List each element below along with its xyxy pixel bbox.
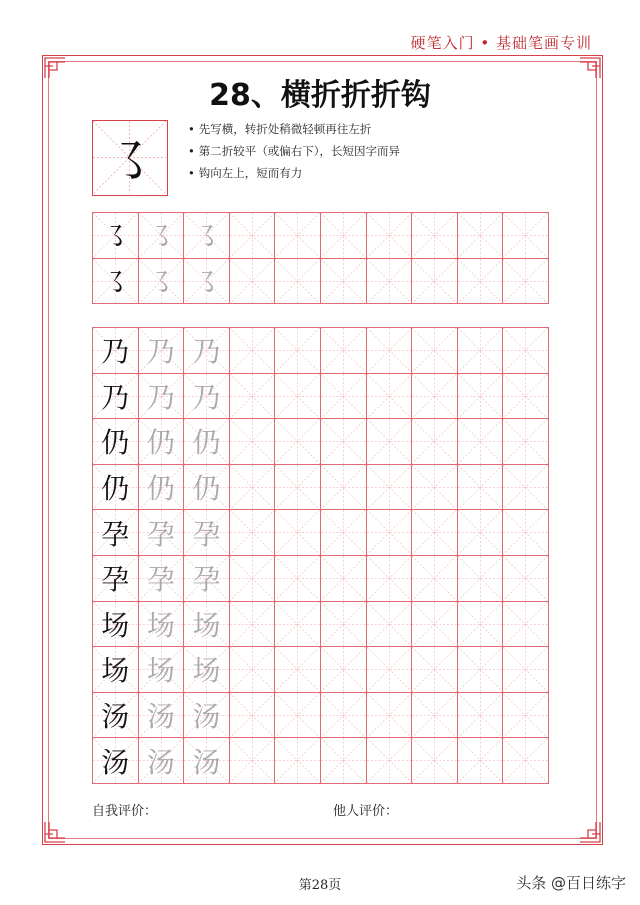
practice-cell [230, 419, 276, 465]
trace-character: 汤 [146, 700, 175, 734]
practice-cell [367, 465, 413, 511]
trace-character: 仍 [192, 426, 221, 460]
practice-cell [184, 556, 230, 602]
practice-cell [412, 693, 458, 739]
practice-cell [412, 556, 458, 602]
stroke-practice-grid [92, 212, 549, 304]
model-character: ㇌ [101, 220, 130, 254]
practice-cell [184, 259, 230, 305]
practice-cell [139, 647, 185, 693]
practice-cell [412, 602, 458, 648]
practice-cell [458, 693, 504, 739]
practice-cell [275, 510, 321, 556]
practice-cell [412, 213, 458, 259]
practice-cell [93, 259, 139, 305]
practice-cell [93, 465, 139, 511]
trace-character: ㇌ [192, 265, 221, 299]
practice-cell [321, 328, 367, 374]
trace-character: 乃 [192, 380, 221, 414]
practice-cell [184, 693, 230, 739]
practice-cell [503, 419, 549, 465]
practice-cell [321, 647, 367, 693]
practice-cell [412, 419, 458, 465]
practice-cell [412, 328, 458, 374]
practice-cell [367, 328, 413, 374]
practice-cell [367, 374, 413, 420]
practice-cell [184, 738, 230, 784]
practice-cell [503, 374, 549, 420]
practice-cell [458, 602, 504, 648]
practice-cell [139, 328, 185, 374]
trace-character: ㇌ [146, 220, 175, 254]
practice-cell [275, 693, 321, 739]
practice-cell [275, 419, 321, 465]
practice-cell [503, 556, 549, 602]
practice-cell [458, 647, 504, 693]
practice-cell [93, 510, 139, 556]
tip-item: • 第二折较平（或偏右下），长短因字而异 [188, 140, 400, 162]
practice-cell [230, 602, 276, 648]
trace-character: 仍 [146, 426, 175, 460]
corner-ornament-bottom-left [44, 821, 66, 843]
practice-cell [503, 602, 549, 648]
practice-cell [503, 328, 549, 374]
header-title: 硬笔入门 • 基础笔画专训 [410, 34, 592, 52]
trace-character: 仍 [146, 472, 175, 506]
trace-character: 乃 [146, 380, 175, 414]
practice-cell [412, 738, 458, 784]
practice-cell [503, 693, 549, 739]
practice-cell [367, 647, 413, 693]
practice-cell [412, 510, 458, 556]
page-number: 第28页 [298, 878, 342, 893]
self-evaluation-label: 自我评价： [92, 804, 158, 819]
trace-character: 乃 [146, 335, 175, 369]
practice-cell [93, 647, 139, 693]
tips-list [188, 118, 400, 184]
practice-cell [139, 693, 185, 739]
practice-cell [412, 647, 458, 693]
practice-cell [321, 213, 367, 259]
model-character: 仍 [101, 472, 130, 506]
practice-cell [412, 259, 458, 305]
practice-cell [458, 259, 504, 305]
model-character: 汤 [101, 745, 130, 779]
practice-cell [139, 213, 185, 259]
practice-cell [458, 213, 504, 259]
practice-cell [139, 602, 185, 648]
trace-character: ㇌ [146, 265, 175, 299]
trace-character: 场 [146, 608, 175, 642]
practice-cell [367, 510, 413, 556]
other-evaluation-label: 他人评价： [333, 804, 399, 819]
practice-cell [93, 328, 139, 374]
practice-cell [184, 328, 230, 374]
practice-cell [458, 738, 504, 784]
practice-cell [458, 510, 504, 556]
practice-cell [230, 465, 276, 511]
model-character: ㇌ [101, 265, 130, 299]
practice-cell [230, 259, 276, 305]
practice-cell [503, 213, 549, 259]
practice-cell [230, 556, 276, 602]
practice-cell [275, 556, 321, 602]
trace-character: 汤 [192, 700, 221, 734]
practice-cell [93, 556, 139, 602]
practice-cell [184, 647, 230, 693]
practice-cell [367, 602, 413, 648]
trace-character: ㇌ [192, 220, 221, 254]
practice-cell [367, 556, 413, 602]
practice-cell [230, 213, 276, 259]
trace-character: 仍 [192, 472, 221, 506]
practice-cell [367, 419, 413, 465]
trace-character: 乃 [192, 335, 221, 369]
trace-character: 孕 [146, 517, 175, 551]
practice-cell [230, 647, 276, 693]
trace-character: 场 [192, 608, 221, 642]
model-character: 乃 [101, 380, 130, 414]
practice-cell [321, 374, 367, 420]
practice-cell [503, 738, 549, 784]
practice-cell [458, 556, 504, 602]
trace-character: 汤 [192, 745, 221, 779]
practice-cell [367, 213, 413, 259]
practice-cell [321, 419, 367, 465]
practice-cell [184, 510, 230, 556]
practice-cell [275, 328, 321, 374]
model-character: 乃 [101, 335, 130, 369]
practice-cell [275, 738, 321, 784]
model-character: 场 [101, 654, 130, 688]
practice-cell [275, 647, 321, 693]
practice-cell [139, 738, 185, 784]
practice-cell [230, 328, 276, 374]
practice-cell [184, 465, 230, 511]
watermark: 头条 @百日练字 [516, 874, 626, 892]
practice-cell [230, 510, 276, 556]
practice-cell [93, 374, 139, 420]
practice-cell [321, 602, 367, 648]
practice-cell [275, 259, 321, 305]
practice-cell [184, 374, 230, 420]
practice-cell [139, 419, 185, 465]
practice-cell [503, 465, 549, 511]
practice-cell [93, 213, 139, 259]
practice-cell [458, 374, 504, 420]
practice-cell [412, 465, 458, 511]
practice-cell [184, 213, 230, 259]
practice-cell [412, 374, 458, 420]
trace-character: 孕 [192, 563, 221, 597]
demo-stroke-box [92, 120, 168, 196]
practice-cell [367, 693, 413, 739]
practice-cell [139, 259, 185, 305]
trace-character: 场 [192, 654, 221, 688]
practice-cell [275, 374, 321, 420]
practice-cell [458, 328, 504, 374]
practice-cell [458, 465, 504, 511]
model-character: 场 [101, 608, 130, 642]
practice-cell [275, 602, 321, 648]
trace-character: 孕 [146, 563, 175, 597]
trace-character: 孕 [192, 517, 221, 551]
demo-stroke-char: ㇌ [104, 132, 155, 191]
practice-cell [367, 259, 413, 305]
lesson-title: 28、横折折折钩 [209, 78, 431, 113]
practice-cell [503, 259, 549, 305]
tip-item: • 钩向左上，短而有力 [188, 162, 400, 184]
practice-cell [321, 510, 367, 556]
practice-cell [139, 510, 185, 556]
practice-cell [503, 510, 549, 556]
model-character: 孕 [101, 563, 130, 597]
practice-cell [230, 374, 276, 420]
character-practice-grid [92, 327, 549, 784]
practice-cell [230, 693, 276, 739]
practice-cell [275, 213, 321, 259]
practice-cell [321, 738, 367, 784]
practice-cell [93, 693, 139, 739]
practice-cell [503, 647, 549, 693]
practice-cell [184, 419, 230, 465]
corner-ornament-bottom-right [579, 821, 601, 843]
practice-cell [93, 602, 139, 648]
practice-cell [275, 465, 321, 511]
tip-item: • 先写横，转折处稍微轻顿再往左折 [188, 118, 400, 140]
practice-cell [139, 465, 185, 511]
model-character: 孕 [101, 517, 130, 551]
practice-cell [93, 738, 139, 784]
practice-cell [321, 465, 367, 511]
trace-character: 汤 [146, 745, 175, 779]
practice-cell [184, 602, 230, 648]
practice-cell [321, 693, 367, 739]
practice-cell [321, 556, 367, 602]
practice-cell [321, 259, 367, 305]
practice-cell [458, 419, 504, 465]
practice-cell [93, 419, 139, 465]
practice-cell [139, 374, 185, 420]
model-character: 汤 [101, 700, 130, 734]
practice-cell [230, 738, 276, 784]
model-character: 仍 [101, 426, 130, 460]
practice-cell [367, 738, 413, 784]
practice-cell [139, 556, 185, 602]
trace-character: 场 [146, 654, 175, 688]
